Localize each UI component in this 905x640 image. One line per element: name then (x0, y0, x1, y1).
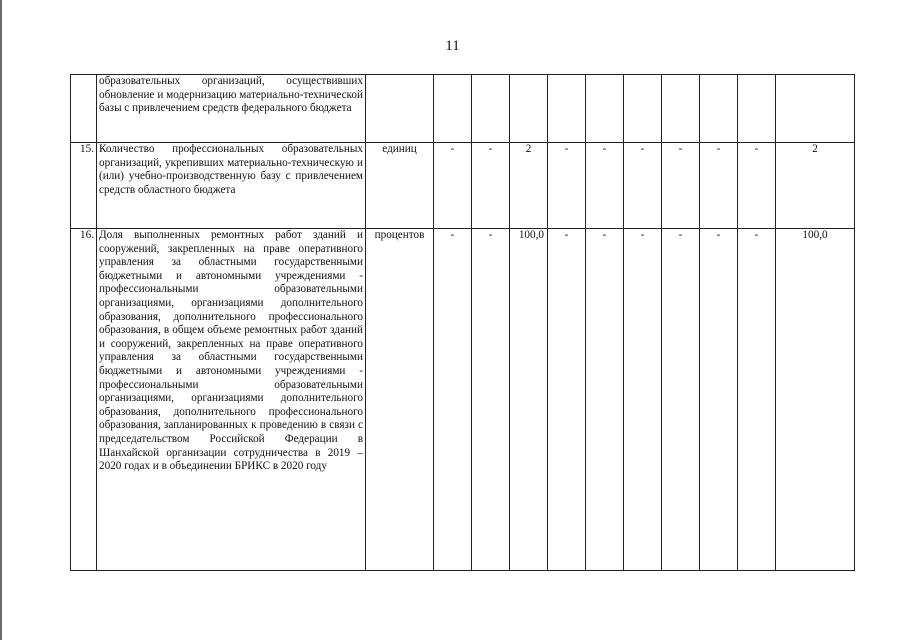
value-cell: - (624, 143, 662, 229)
table-row (71, 75, 855, 143)
value-cell (662, 75, 700, 143)
value-cell (434, 75, 472, 143)
row-number: 16. (71, 229, 97, 571)
unit-cell: процентов (366, 229, 434, 571)
table-row (71, 143, 855, 229)
total-cell (776, 75, 855, 143)
value-cell: - (700, 229, 738, 571)
value-cell: - (434, 143, 472, 229)
scan-edge (0, 0, 2, 640)
indicators-table (70, 74, 855, 571)
table-row (71, 229, 855, 571)
value-cell: - (434, 229, 472, 571)
unit-cell: единиц (366, 143, 434, 229)
value-cell: - (548, 143, 586, 229)
value-cell: - (586, 229, 624, 571)
value-cell (510, 75, 548, 143)
value-cell (624, 75, 662, 143)
value-cell: - (586, 143, 624, 229)
value-cell (586, 75, 624, 143)
value-cell (738, 75, 776, 143)
value-cell: 2 (510, 143, 548, 229)
value-cell (700, 75, 738, 143)
value-cell: - (738, 229, 776, 571)
value-cell (548, 75, 586, 143)
indicator-description: Доля выполненных ремонтных работ зданий и сооружений, закрепленных на праве оперативного управления за областными государственными бюджетными и автономными учреждениями - профессиональными образовательными организациями, организациями дополнительного образования, дополнительного профессионального образования, в общем объеме ремонтных работ зданий и сооружений, закрепленных на праве оперативного управления за областными государственными бюджетными и автономными учреждениями - профессиональными образовательными организациями, организациями дополнительного образования, дополнительного профессионального образования, запланированных к проведению в связи с председательством Российской Федерации в Шанхайской организации сотрудничества в 2019 – 2020 годах и в объединении БРИКС в 2020 году (97, 229, 366, 571)
row-number (71, 75, 97, 143)
page-number: 11 (445, 38, 460, 54)
row-number: 15. (71, 143, 97, 229)
value-cell: - (472, 229, 510, 571)
total-cell: 2 (776, 143, 855, 229)
indicator-description: Количество профессиональных образовательных организаций, укрепивших материально-техническую и (или) учебно-производственную базу с привлечением средств областного бюджета (97, 143, 366, 229)
total-cell: 100,0 (776, 229, 855, 571)
unit-cell (366, 75, 434, 143)
value-cell: - (700, 143, 738, 229)
value-cell: - (662, 143, 700, 229)
indicator-description: образовательных организаций, осуществивших обновление и модернизацию материально-технической базы с привлечением средств федерального бюджета (97, 75, 366, 143)
value-cell: - (738, 143, 776, 229)
value-cell: - (662, 229, 700, 571)
value-cell: - (548, 229, 586, 571)
value-cell: 100,0 (510, 229, 548, 571)
value-cell: - (624, 229, 662, 571)
value-cell (472, 75, 510, 143)
value-cell: - (472, 143, 510, 229)
